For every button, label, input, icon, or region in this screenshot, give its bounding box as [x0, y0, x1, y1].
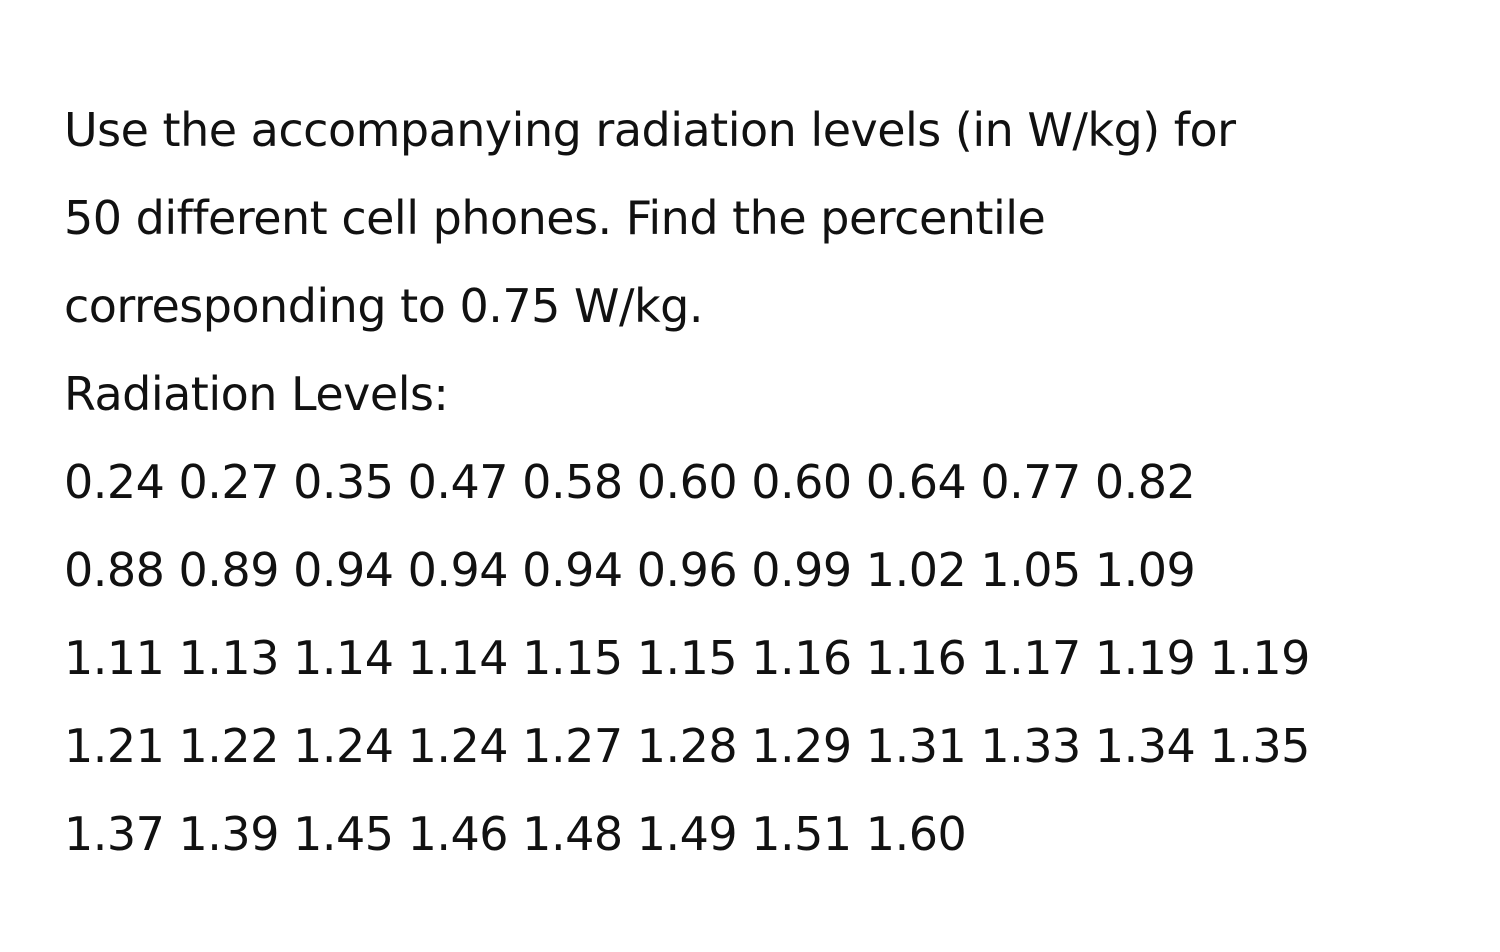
problem-line: corresponding to 0.75 W/kg.: [64, 279, 703, 333]
data-line: 1.21 1.22 1.24 1.24 1.27 1.28 1.29 1.31 1.33 1.34 1.35: [64, 719, 1310, 773]
data-heading: Radiation Levels:: [64, 367, 449, 421]
problem-line: 50 different cell phones. Find the percentile: [64, 191, 1046, 245]
data-line: 1.11 1.13 1.14 1.14 1.15 1.15 1.16 1.16 1.17 1.19 1.19: [64, 631, 1310, 685]
problem-line: Use the accompanying radiation levels (in W/kg) for: [64, 103, 1236, 157]
data-line: 1.37 1.39 1.45 1.46 1.48 1.49 1.51 1.60: [64, 807, 967, 861]
data-line: 0.88 0.89 0.94 0.94 0.94 0.96 0.99 1.02 1.05 1.09: [64, 543, 1196, 597]
data-line: 0.24 0.27 0.35 0.47 0.58 0.60 0.60 0.64 0.77 0.82: [64, 455, 1196, 509]
problem-text: [64, 86, 1464, 878]
